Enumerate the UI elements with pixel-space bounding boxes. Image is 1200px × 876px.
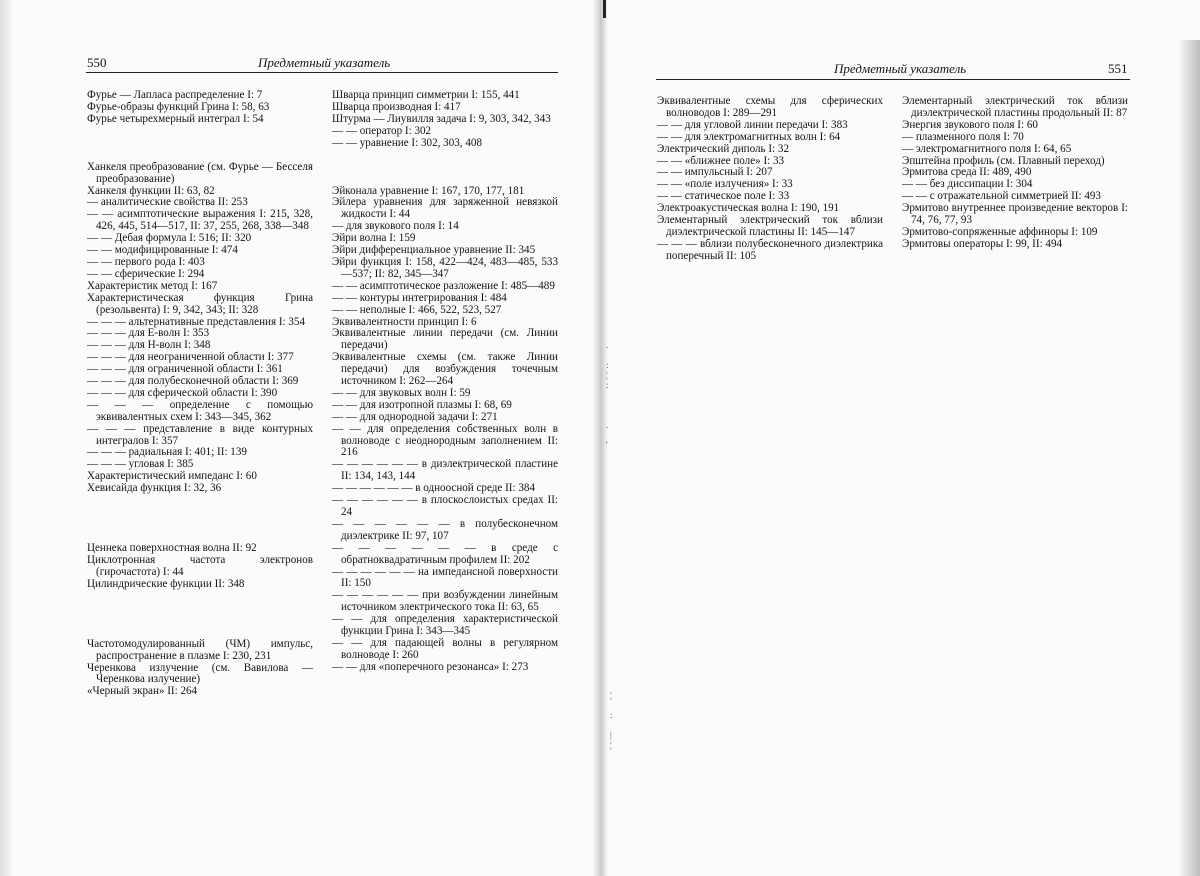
page-number: 550: [87, 55, 107, 70]
index-entry: Эрмитовы операторы I: 99, II: 494: [902, 237, 1063, 250]
index-entry: Шварца производная I: 417: [332, 100, 461, 113]
index-entry: — — — вблизи полубесконечного диэлектрика поперечный II: 105: [657, 237, 883, 262]
page-edge-shadow-right: [1178, 40, 1200, 876]
index-entry: — — для изотропной плазмы I: 68, 69: [332, 398, 512, 411]
index-entry: — — с отражательной симметрией II: 493: [902, 190, 1101, 203]
index-entry: — — — — — — в полубесконечном диэлектрике II: 97, 107: [332, 517, 558, 542]
index-entry: — — — для сферической области I: 390: [87, 386, 278, 399]
index-entry: Эрмитова среда II: 489, 490: [902, 166, 1032, 179]
page-number: 551: [1108, 61, 1128, 76]
index-entry: — — Дебая формула I: 516; II: 320: [87, 232, 252, 245]
index-entry: Эквивалентные схемы для сферических волноводов I: 289—291: [657, 95, 883, 119]
index-entry: — — — альтернативные представления I: 354: [87, 315, 306, 328]
scan-noise: . : ¦ : . ': [606, 340, 609, 450]
section-gap: [87, 495, 313, 543]
index-entry: Эйри функция I: 158, 422—424, 483—485, 533—537; II: 82, 345—347: [332, 255, 558, 280]
index-entry: Эквивалентные схемы (см. также Линии передачи) для возбуждения точечным источником I: 262—264: [332, 351, 558, 388]
index-entry: Характеристический импеданс I: 60: [87, 470, 257, 483]
index-entry: Эквивалентные линии передачи (см. Линии передачи): [332, 327, 558, 352]
page-edge-shadow-left: [0, 0, 14, 876]
index-entry: — — для падающей волны в регулярном волноводе I: 260: [332, 636, 558, 661]
index-entry: Эпштейна профиль (см. Плавный переход): [902, 154, 1105, 167]
index-entry: Эйри волна I: 159: [332, 232, 416, 245]
index-entry: — — для определения собственных волн в волноводе с неоднородным заполнением II: 216: [332, 422, 558, 459]
index-entry: — плазменного поля I: 70: [902, 130, 1024, 143]
index-entry: — — для электромагнитных волн I: 64: [657, 130, 841, 143]
index-entry: Шварца принцип симметрии I: 155, 441: [332, 89, 520, 101]
index-entry: — — — радиальная I: 401; II: 139: [87, 446, 247, 459]
index-entry: — — асимптотическое разложение I: 485—489: [332, 279, 555, 292]
index-entry: — — «ближнее поле» I: 33: [657, 154, 785, 167]
scan-noise: ¦ : | ¦: [610, 690, 613, 750]
index-entry: Черенкова излучение (см. Вавилова — Черенкова излучение): [87, 661, 313, 686]
index-entry: — — для однородной задачи I: 271: [332, 410, 498, 423]
index-entry: Ханкеля функции II: 63, 82: [87, 184, 215, 197]
index-entry: — — — для Н-волн I: 348: [87, 339, 211, 352]
index-entry: Электрический диполь I: 32: [657, 142, 790, 155]
index-entry: — — для угловой линии передачи I: 383: [657, 118, 848, 131]
index-entry: Ханкеля преобразование (см. Фурье — Бесселя преобразование): [87, 160, 313, 185]
section-gap: [87, 591, 313, 639]
index-entry: — — — — — — в среде с обратноквадратичным профилем II: 202: [332, 541, 558, 566]
running-title: Предметный указатель: [258, 55, 391, 70]
header-rule: [656, 79, 1130, 80]
index-entry: — — — — — — в диэлектрической пластине II: 134, 143, 144: [332, 458, 558, 483]
index-entry: — аналитические свойства II: 253: [87, 196, 248, 209]
index-entry: — — — для неограниченной области I: 377: [87, 351, 294, 364]
index-entry: — — «поле излучения» I: 33: [657, 178, 793, 191]
index-entry: Элементарный электрический ток вблизи диэлектрической пластины продольный II: 87: [902, 95, 1128, 119]
running-title: Предметный указатель: [834, 61, 967, 76]
index-entry: Фурье — Лапласа распределение I: 7: [87, 89, 263, 101]
index-entry: Эйлера уравнения для заряженной невязкой жидкости I: 44: [332, 196, 558, 221]
index-entry: Хевисайда функция I: 32, 36: [87, 482, 222, 495]
index-entry: — — — для Е-волн I: 353: [87, 327, 210, 340]
index-entry: — — уравнение I: 302, 303, 408: [332, 136, 482, 149]
index-entry: Характеристик метод I: 167: [87, 279, 218, 292]
index-entry: Фурье четырехмерный интеграл I: 54: [87, 112, 264, 125]
index-entry: Частотомодулированный (ЧМ) импульс, распространение в плазме I: 230, 231: [87, 637, 313, 662]
index-entry: — — контуры интегрирования I: 484: [332, 291, 507, 304]
index-entry: Эрмитово внутреннее произведение векторов I: 74, 76, 77, 93: [902, 202, 1128, 227]
index-entry: Характеристическая функция Грина (резольвента) I: 9, 342, 343; II: 328: [87, 291, 313, 316]
index-entry: — — без диссипации I: 304: [902, 178, 1033, 191]
index-column-1: [87, 90, 313, 698]
index-entry: — — модифицированные I: 474: [87, 244, 238, 257]
index-column-1: [657, 96, 883, 263]
index-entry: — — оператор I: 302: [332, 124, 432, 137]
index-entry: Эрмитово-сопряженные аффиноры I: 109: [902, 225, 1098, 238]
index-entry: — — для «поперечного резонанса» I: 273: [332, 660, 529, 673]
index-entry: Эквивалентности принцип I: 6: [332, 315, 477, 328]
index-entry: — — сферические I: 294: [87, 267, 205, 280]
gutter-mark: [603, 0, 606, 18]
index-entry: — — — — — — в одноосной среде II: 384: [332, 482, 535, 495]
index-entry: — электромагнитного поля I: 64, 65: [902, 142, 1072, 155]
section-gap: [87, 126, 313, 162]
index-entry: — — — — — — при возбуждении линейным источником электрического тока II: 63, 65: [332, 589, 558, 614]
index-entry: Ценнека поверхностная волна II: 92: [87, 542, 257, 555]
index-entry: Фурье-образы функций Грина I: 58, 63: [87, 100, 270, 113]
index-entry: — — — угловая I: 385: [87, 458, 194, 471]
index-entry: — — импульсный I: 207: [657, 166, 773, 179]
index-entry: — — первого рода I: 403: [87, 255, 205, 268]
index-entry: — — — представление в виде контурных интегралов I: 357: [87, 422, 313, 447]
index-column-2: [332, 90, 558, 674]
index-entry: Эйри дифференциальное уравнение II: 345: [332, 244, 536, 257]
index-entry: «Черный экран» II: 264: [87, 685, 198, 698]
index-entry: — для звукового поля I: 14: [332, 220, 459, 233]
index-entry: — — асимптотические выражения I: 215, 328, 426, 445, 514—517, II: 37, 255, 268, 338—348: [87, 208, 313, 233]
index-entry: — — — для полубесконечной области I: 369: [87, 375, 299, 388]
index-entry: Штурма — Лиувилля задача I: 9, 303, 342, 343: [332, 112, 551, 125]
index-column-2: [902, 96, 1128, 251]
index-entry: Элементарный электрический ток вблизи диэлектрической пластины II: 145—147: [657, 214, 883, 238]
index-entry: — — — определение с помощью эквивалентных схем I: 343—345, 362: [87, 398, 313, 423]
index-entry: Электроакустическая волна I: 190, 191: [657, 202, 840, 215]
index-entry: — — — — — — на импедансной поверхности II: 150: [332, 565, 558, 590]
index-entry: — — — для ограниченной области I: 361: [87, 363, 283, 376]
section-gap: [332, 150, 558, 186]
index-entry: Энергия звукового поля I: 60: [902, 118, 1038, 131]
index-entry: — — для определения характеристической функции Грина I: 343—345: [332, 613, 558, 638]
index-entry: Эйконала уравнение I: 167, 170, 177, 181: [332, 184, 525, 197]
index-entry: Цилиндрические функции II: 348: [87, 577, 245, 590]
header-rule: [86, 72, 558, 73]
index-entry: Циклотронная частота электронов (гирочастота) I: 44: [87, 554, 313, 578]
index-entry: — — — — — — в плоскослоистых средах II: 24: [332, 494, 558, 518]
index-entry: — — для звуковых волн I: 59: [332, 386, 471, 399]
index-entry: — — неполные I: 466, 522, 523, 527: [332, 303, 502, 316]
index-entry: — — статическое поле I: 33: [657, 190, 790, 203]
